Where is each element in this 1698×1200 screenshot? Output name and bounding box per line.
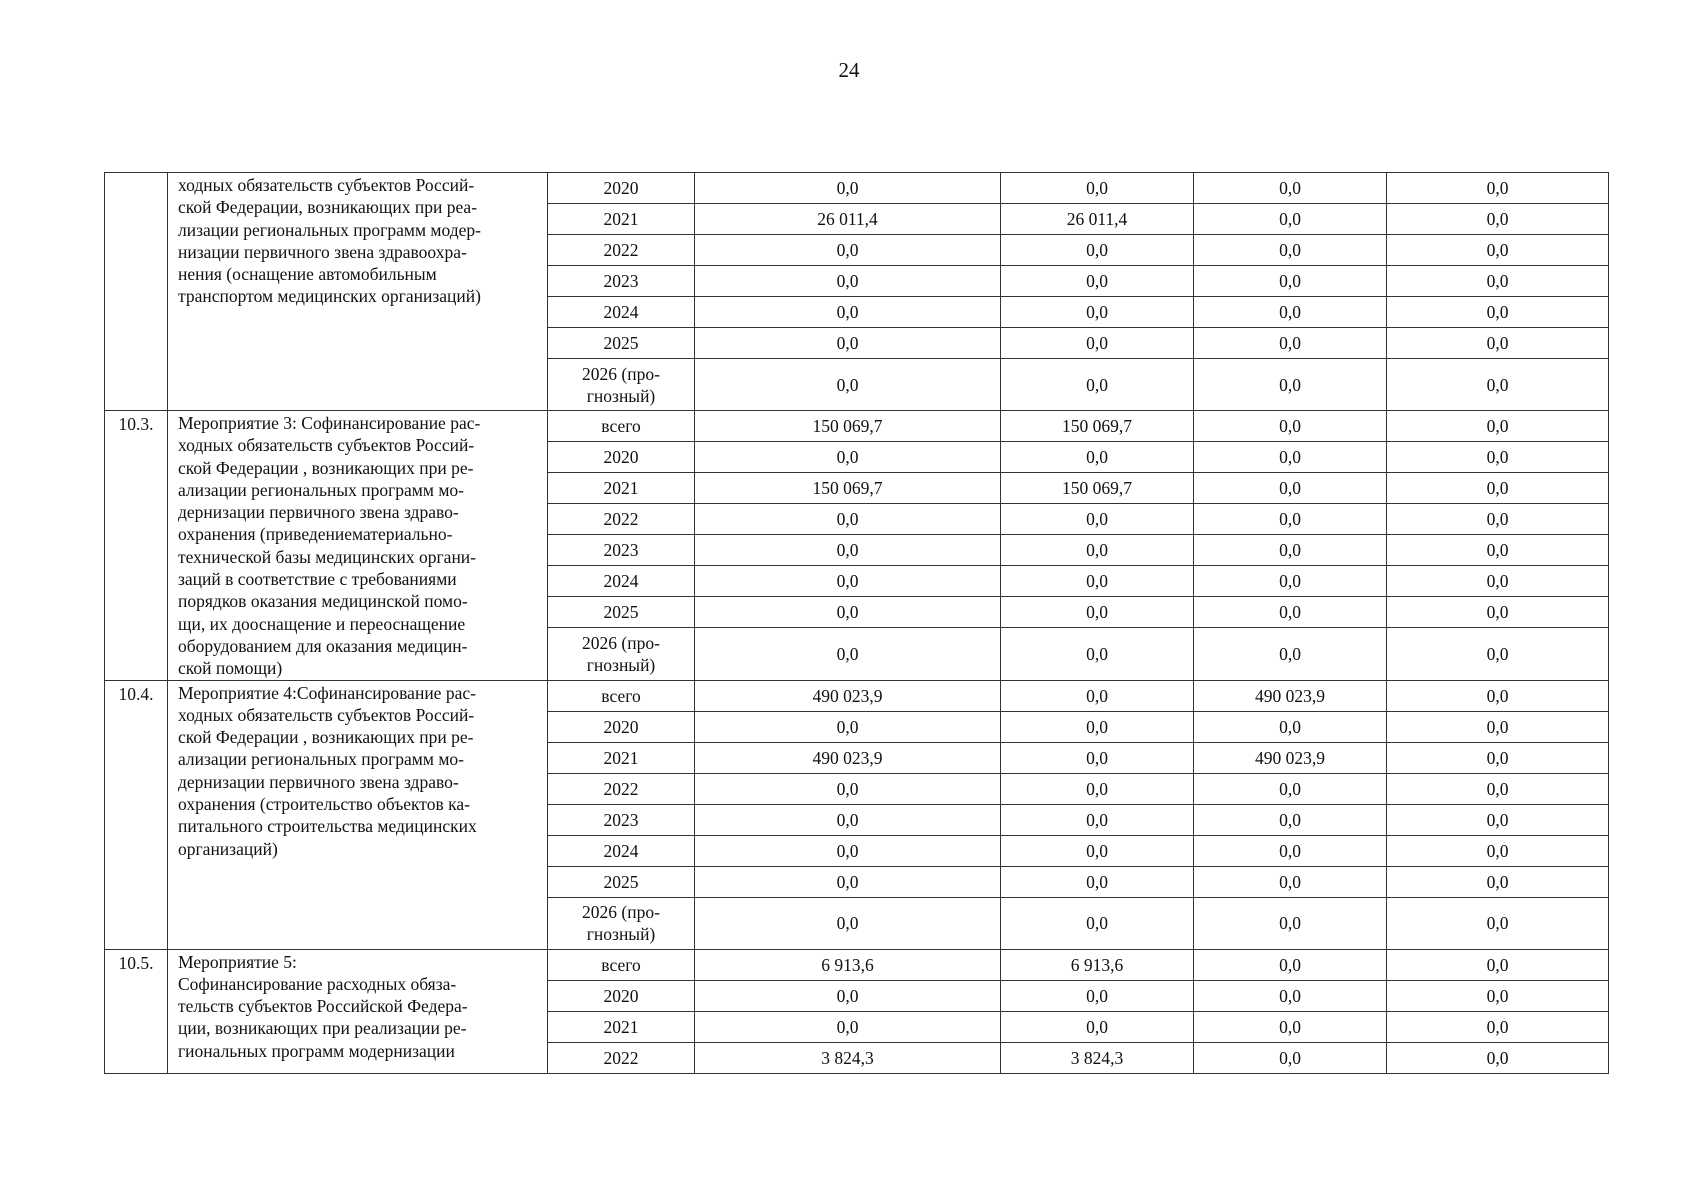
period-cell: 2026 (про- гнозный)	[548, 359, 695, 411]
amount-cell: 0,0	[1387, 328, 1609, 359]
amount-cell: 0,0	[1387, 473, 1609, 504]
amount-cell: 0,0	[1387, 442, 1609, 473]
description-line: лизации региональных программ модер-	[178, 219, 481, 240]
period-cell: 2025	[548, 328, 695, 359]
amount-cell: 0,0	[1001, 535, 1194, 566]
amount-cell: 0,0	[1387, 711, 1609, 742]
amount-cell: 0,0	[1194, 204, 1387, 235]
description-line: организаций)	[178, 838, 278, 859]
description-line: ции, возникающих при реализации ре-	[178, 1018, 467, 1039]
amount-cell: 0,0	[695, 504, 1001, 535]
period-cell: 2021	[548, 1011, 695, 1042]
period-cell: 2024	[548, 835, 695, 866]
description-line: ализации региональных программ мо-	[178, 479, 464, 500]
item-description	[168, 949, 548, 1073]
amount-cell: 0,0	[695, 328, 1001, 359]
description-line: щи, их дооснащение и переоснащение	[178, 613, 466, 634]
amount-cell: 0,0	[1001, 297, 1194, 328]
description-line: гиональных программ модернизации	[178, 1040, 455, 1061]
description-line: транспортом медицинских организаций)	[178, 286, 481, 307]
amount-cell: 0,0	[1194, 773, 1387, 804]
period-cell: 2021	[548, 473, 695, 504]
amount-cell: 6 913,6	[1001, 949, 1194, 980]
period-cell: 2025	[548, 597, 695, 628]
description-line: Мероприятие 4:Софинансирование рас-	[178, 682, 476, 703]
amount-cell: 0,0	[1001, 773, 1194, 804]
amount-cell: 0,0	[1387, 411, 1609, 442]
amount-cell: 0,0	[1387, 597, 1609, 628]
amount-cell: 3 824,3	[695, 1042, 1001, 1073]
amount-cell: 0,0	[1387, 804, 1609, 835]
table-row	[105, 173, 1609, 204]
amount-cell: 0,0	[1001, 1011, 1194, 1042]
amount-cell: 0,0	[1001, 835, 1194, 866]
period-cell: всего	[548, 411, 695, 442]
item-number: 10.5.	[105, 949, 168, 1073]
amount-cell: 0,0	[695, 835, 1001, 866]
description-line: тельств субъектов Российской Федера-	[178, 996, 468, 1017]
period-cell: 2022	[548, 235, 695, 266]
amount-cell: 0,0	[1387, 866, 1609, 897]
amount-cell: 0,0	[1387, 980, 1609, 1011]
item-number: 10.4.	[105, 680, 168, 949]
amount-cell: 3 824,3	[1001, 1042, 1194, 1073]
amount-cell: 0,0	[1194, 949, 1387, 980]
amount-cell: 0,0	[1001, 628, 1194, 680]
amount-cell: 0,0	[1194, 535, 1387, 566]
amount-cell: 0,0	[1194, 173, 1387, 204]
description-line: низации первичного звена здравоохра-	[178, 241, 467, 262]
period-cell: 2024	[548, 566, 695, 597]
amount-cell: 0,0	[1001, 711, 1194, 742]
description-line: порядков оказания медицинской помо-	[178, 591, 468, 612]
amount-cell: 0,0	[1387, 1011, 1609, 1042]
amount-cell: 0,0	[1387, 204, 1609, 235]
amount-cell: 0,0	[1387, 773, 1609, 804]
period-cell: 2021	[548, 204, 695, 235]
amount-cell: 0,0	[1001, 742, 1194, 773]
table-row	[105, 949, 1609, 980]
amount-cell: 0,0	[695, 711, 1001, 742]
amount-cell: 0,0	[1001, 442, 1194, 473]
period-cell: 2025	[548, 866, 695, 897]
description-line: оборудованием для оказания медицин-	[178, 635, 468, 656]
description-line: ской Федерации , возникающих при ре-	[178, 727, 474, 748]
description-line: охранения (строительство объектов ка-	[178, 794, 470, 815]
description-line: дернизации первичного звена здраво-	[178, 771, 459, 792]
amount-cell: 0,0	[1001, 328, 1194, 359]
amount-cell: 0,0	[695, 266, 1001, 297]
amount-cell: 0,0	[1001, 680, 1194, 711]
table-row	[105, 680, 1609, 711]
period-cell: 2023	[548, 266, 695, 297]
amount-cell: 0,0	[1194, 980, 1387, 1011]
amount-cell: 0,0	[1001, 266, 1194, 297]
item-description	[168, 411, 548, 681]
amount-cell: 0,0	[1001, 359, 1194, 411]
page-number: 24	[838, 58, 860, 82]
amount-cell: 0,0	[695, 866, 1001, 897]
amount-cell: 0,0	[1194, 835, 1387, 866]
description-line: ской Федерации , возникающих при ре-	[178, 457, 474, 478]
item-description	[168, 680, 548, 949]
amount-cell: 0,0	[1194, 1042, 1387, 1073]
amount-cell: 0,0	[1194, 411, 1387, 442]
amount-cell: 0,0	[1387, 1042, 1609, 1073]
amount-cell: 0,0	[695, 1011, 1001, 1042]
amount-cell: 0,0	[1001, 866, 1194, 897]
amount-cell: 490 023,9	[695, 680, 1001, 711]
description-line: Мероприятие 3: Софинансирование рас-	[178, 413, 481, 433]
amount-cell: 0,0	[1001, 980, 1194, 1011]
amount-cell: 0,0	[1387, 173, 1609, 204]
period-cell: 2022	[548, 1042, 695, 1073]
period-cell: 2026 (про- гнозный)	[548, 628, 695, 680]
description-line: заций в соответствие с требованиями	[178, 569, 457, 590]
amount-cell: 150 069,7	[1001, 411, 1194, 442]
amount-cell: 0,0	[1001, 804, 1194, 835]
item-description	[168, 173, 548, 411]
period-cell: всего	[548, 949, 695, 980]
amount-cell: 0,0	[695, 628, 1001, 680]
amount-cell: 0,0	[695, 442, 1001, 473]
amount-cell: 0,0	[1194, 328, 1387, 359]
amount-cell: 0,0	[695, 359, 1001, 411]
amount-cell: 0,0	[1194, 866, 1387, 897]
description-line: ходных обязательств субъектов Россий-	[178, 435, 475, 456]
amount-cell: 0,0	[1001, 504, 1194, 535]
budget-table	[104, 172, 1609, 1074]
amount-cell: 150 069,7	[1001, 473, 1194, 504]
period-cell: 2020	[548, 173, 695, 204]
amount-cell: 0,0	[1387, 835, 1609, 866]
table-row	[105, 411, 1609, 442]
description-line: Софинансирование расходных обяза-	[178, 973, 457, 994]
amount-cell: 490 023,9	[695, 742, 1001, 773]
description-line: ходных обязательств субъектов Россий-	[178, 175, 475, 195]
amount-cell: 0,0	[1387, 235, 1609, 266]
period-cell: 2020	[548, 980, 695, 1011]
amount-cell: 0,0	[1194, 566, 1387, 597]
amount-cell: 0,0	[1387, 949, 1609, 980]
amount-cell: 150 069,7	[695, 411, 1001, 442]
description-line: ской помощи)	[178, 658, 283, 679]
amount-cell: 0,0	[695, 235, 1001, 266]
period-cell: всего	[548, 680, 695, 711]
amount-cell: 0,0	[1387, 297, 1609, 328]
period-cell: 2020	[548, 711, 695, 742]
period-cell: 2023	[548, 535, 695, 566]
amount-cell: 0,0	[695, 173, 1001, 204]
amount-cell: 26 011,4	[695, 204, 1001, 235]
amount-cell: 0,0	[695, 535, 1001, 566]
amount-cell: 0,0	[695, 297, 1001, 328]
amount-cell: 150 069,7	[695, 473, 1001, 504]
period-cell: 2026 (про- гнозный)	[548, 897, 695, 949]
amount-cell: 0,0	[1194, 235, 1387, 266]
period-cell: 2022	[548, 504, 695, 535]
amount-cell: 0,0	[1001, 173, 1194, 204]
amount-cell: 0,0	[1194, 297, 1387, 328]
amount-cell: 0,0	[1001, 235, 1194, 266]
amount-cell: 0,0	[1387, 266, 1609, 297]
item-number: 10.3.	[105, 411, 168, 681]
description-line: охранения (приведениематериально-	[178, 524, 453, 545]
amount-cell: 0,0	[695, 566, 1001, 597]
amount-cell: 0,0	[1387, 504, 1609, 535]
amount-cell: 490 023,9	[1194, 742, 1387, 773]
amount-cell: 0,0	[1194, 1011, 1387, 1042]
period-cell: 2023	[548, 804, 695, 835]
amount-cell: 0,0	[1194, 711, 1387, 742]
amount-cell: 0,0	[1194, 266, 1387, 297]
amount-cell: 6 913,6	[695, 949, 1001, 980]
description-line: технической базы медицинских органи-	[178, 546, 476, 567]
amount-cell: 0,0	[1001, 597, 1194, 628]
amount-cell: 0,0	[1194, 473, 1387, 504]
description-line: Мероприятие 5:	[178, 951, 297, 972]
amount-cell: 0,0	[1194, 897, 1387, 949]
amount-cell: 0,0	[695, 897, 1001, 949]
amount-cell: 0,0	[1387, 680, 1609, 711]
amount-cell: 0,0	[1194, 597, 1387, 628]
table-body	[105, 173, 1609, 1074]
period-cell: 2022	[548, 773, 695, 804]
amount-cell: 0,0	[695, 597, 1001, 628]
period-cell: 2024	[548, 297, 695, 328]
item-number	[105, 173, 168, 411]
description-line: питального строительства медицинских	[178, 816, 477, 837]
amount-cell: 0,0	[1387, 897, 1609, 949]
description-line: ходных обязательств субъектов Россий-	[178, 704, 475, 725]
amount-cell: 0,0	[1194, 359, 1387, 411]
amount-cell: 0,0	[1387, 742, 1609, 773]
period-cell: 2020	[548, 442, 695, 473]
amount-cell: 0,0	[1194, 628, 1387, 680]
description-line: нения (оснащение автомобильным	[178, 264, 437, 285]
amount-cell: 0,0	[695, 980, 1001, 1011]
amount-cell: 0,0	[1194, 504, 1387, 535]
amount-cell: 0,0	[1001, 897, 1194, 949]
description-line: ской Федерации, возникающих при реа-	[178, 197, 478, 218]
amount-cell: 0,0	[1387, 535, 1609, 566]
amount-cell: 0,0	[695, 804, 1001, 835]
amount-cell: 0,0	[1387, 566, 1609, 597]
amount-cell: 0,0	[695, 773, 1001, 804]
description-line: ализации региональных программ мо-	[178, 749, 464, 770]
amount-cell: 490 023,9	[1194, 680, 1387, 711]
amount-cell: 26 011,4	[1001, 204, 1194, 235]
amount-cell: 0,0	[1387, 359, 1609, 411]
amount-cell: 0,0	[1194, 442, 1387, 473]
amount-cell: 0,0	[1387, 628, 1609, 680]
amount-cell: 0,0	[1194, 804, 1387, 835]
description-line: дернизации первичного звена здраво-	[178, 502, 459, 523]
period-cell: 2021	[548, 742, 695, 773]
amount-cell: 0,0	[1001, 566, 1194, 597]
